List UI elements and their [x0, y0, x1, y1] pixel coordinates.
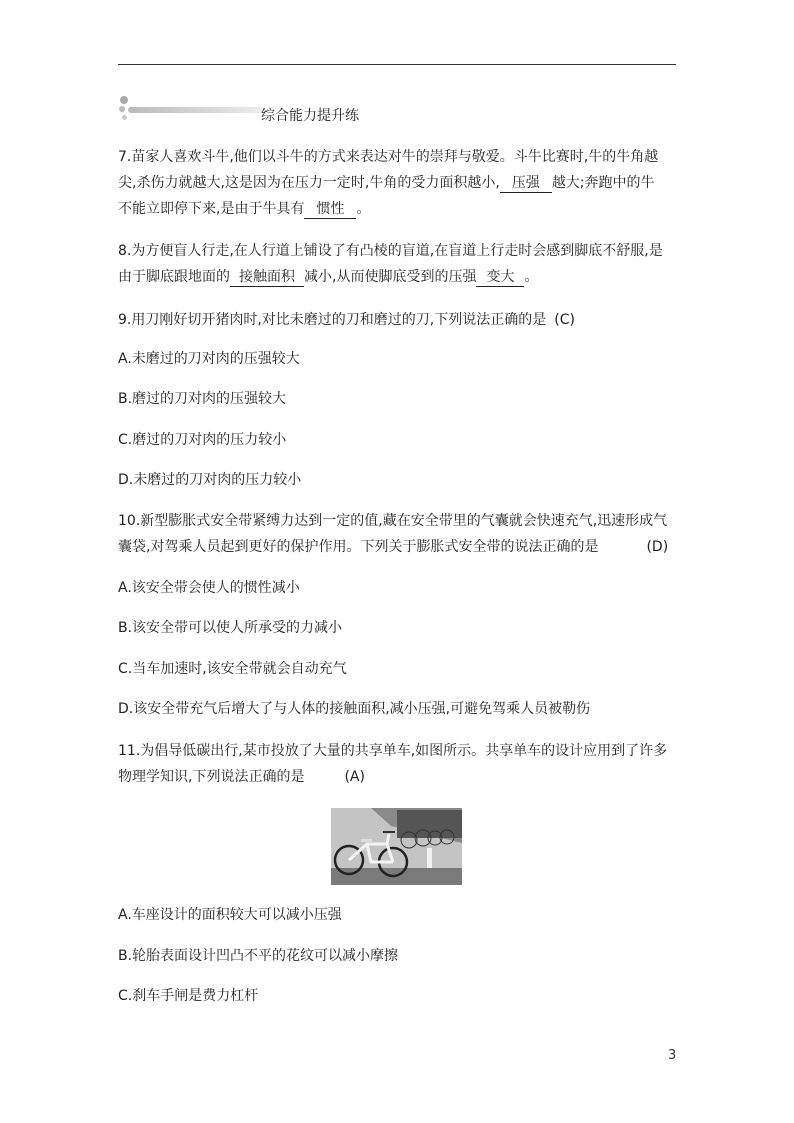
section-header [118, 96, 678, 132]
q7-line-2 [118, 170, 678, 196]
q8-line-2 [118, 264, 678, 290]
q7-line-3 [118, 196, 678, 222]
q11-option-c: C.刹车手闸是费力杠杆 [118, 988, 259, 1004]
q10-option-d: D.该安全带充气后增大了与人体的接触面积,减小压强,可避免驾乘人员被勒伤 [118, 701, 591, 717]
q9-answer: (C) [554, 312, 575, 328]
question-8 [118, 238, 678, 290]
decorative-bar [128, 107, 264, 113]
q8-text: 减小,从而使脚底受到的压强 [304, 269, 477, 285]
q7-answer-2: 惯性 [304, 200, 356, 219]
question-9-stem [118, 307, 678, 333]
q8-text: 。 [524, 269, 539, 285]
q7-text: 尖,杀伤力就越大,这是因为在压力一定时,牛角的受力面积越小, [118, 175, 500, 191]
q10-answer: (D) [646, 539, 669, 555]
question-11 [118, 738, 678, 790]
question-7 [118, 144, 678, 222]
header-rule [118, 64, 676, 65]
q9-stem: 9.用刀刚好切开猪肉时,对比未磨过的刀和磨过的刀,下列说法正确的是 [118, 312, 547, 328]
q9-option-d: D.未磨过的刀对肉的压力较小 [118, 472, 302, 488]
q10-option-a: A.该安全带会使人的惯性减小 [118, 580, 300, 596]
q11-option-b: B.轮胎表面设计凹凸不平的花纹可以减小摩擦 [118, 948, 399, 964]
q10-option-c: C.当车加速时,该安全带就会自动充气 [118, 661, 347, 677]
q11-answer: (A) [344, 769, 365, 785]
question-10 [118, 508, 678, 560]
shared-bicycle-photo [331, 808, 462, 885]
q11-option-a: A.车座设计的面积较大可以减小压强 [118, 907, 342, 923]
q9-option-b: B.磨过的刀对肉的压强较大 [118, 391, 287, 407]
q8-line-1: 8.为方便盲人行走,在人行道上铺设了有凸棱的盲道,在盲道上行走时会感到脚底不舒服,是 [118, 243, 663, 259]
q7-text: 。 [356, 201, 371, 217]
q9-option-a: A.未磨过的刀对肉的压强较大 [118, 351, 300, 367]
q7-answer-1: 压强 [500, 174, 552, 193]
q10-line-2: 囊袋,对驾乘人员起到更好的保护作用。下列关于膨胀式安全带的说法正确的是 [118, 539, 599, 555]
q7-text: 越大;奔跑中的牛 [551, 175, 655, 191]
q8-answer-2: 变大 [476, 268, 524, 287]
q11-line-2: 物理学知识,下列说法正确的是 [118, 769, 305, 785]
q11-line-1: 11.为倡导低碳出行,某市投放了大量的共享单车,如图所示。共享单车的设计应用到了许多 [118, 743, 668, 759]
q8-text: 由于脚底跟地面的 [118, 269, 230, 285]
section-title: 综合能力提升练 [261, 108, 359, 124]
q10-line-1: 10.新型膨胀式安全带紧缚力达到一定的值,藏在安全带里的气囊就会快速充气,迅速形成气 [118, 513, 668, 529]
bicycle-icon [331, 808, 462, 885]
q10-option-b: B.该安全带可以使人所承受的力减小 [118, 620, 343, 636]
q7-text: 不能立即停下来,是由于牛具有 [118, 201, 305, 217]
q8-answer-1: 接触面积 [230, 268, 304, 287]
q9-option-c: C.磨过的刀对肉的压力较小 [118, 432, 287, 448]
q7-line-1: 7.苗家人喜欢斗牛,他们以斗牛的方式来表达对牛的崇拜与敬爱。斗牛比赛时,牛的牛角越 [118, 149, 659, 165]
page-number: 3 [668, 1048, 677, 1063]
